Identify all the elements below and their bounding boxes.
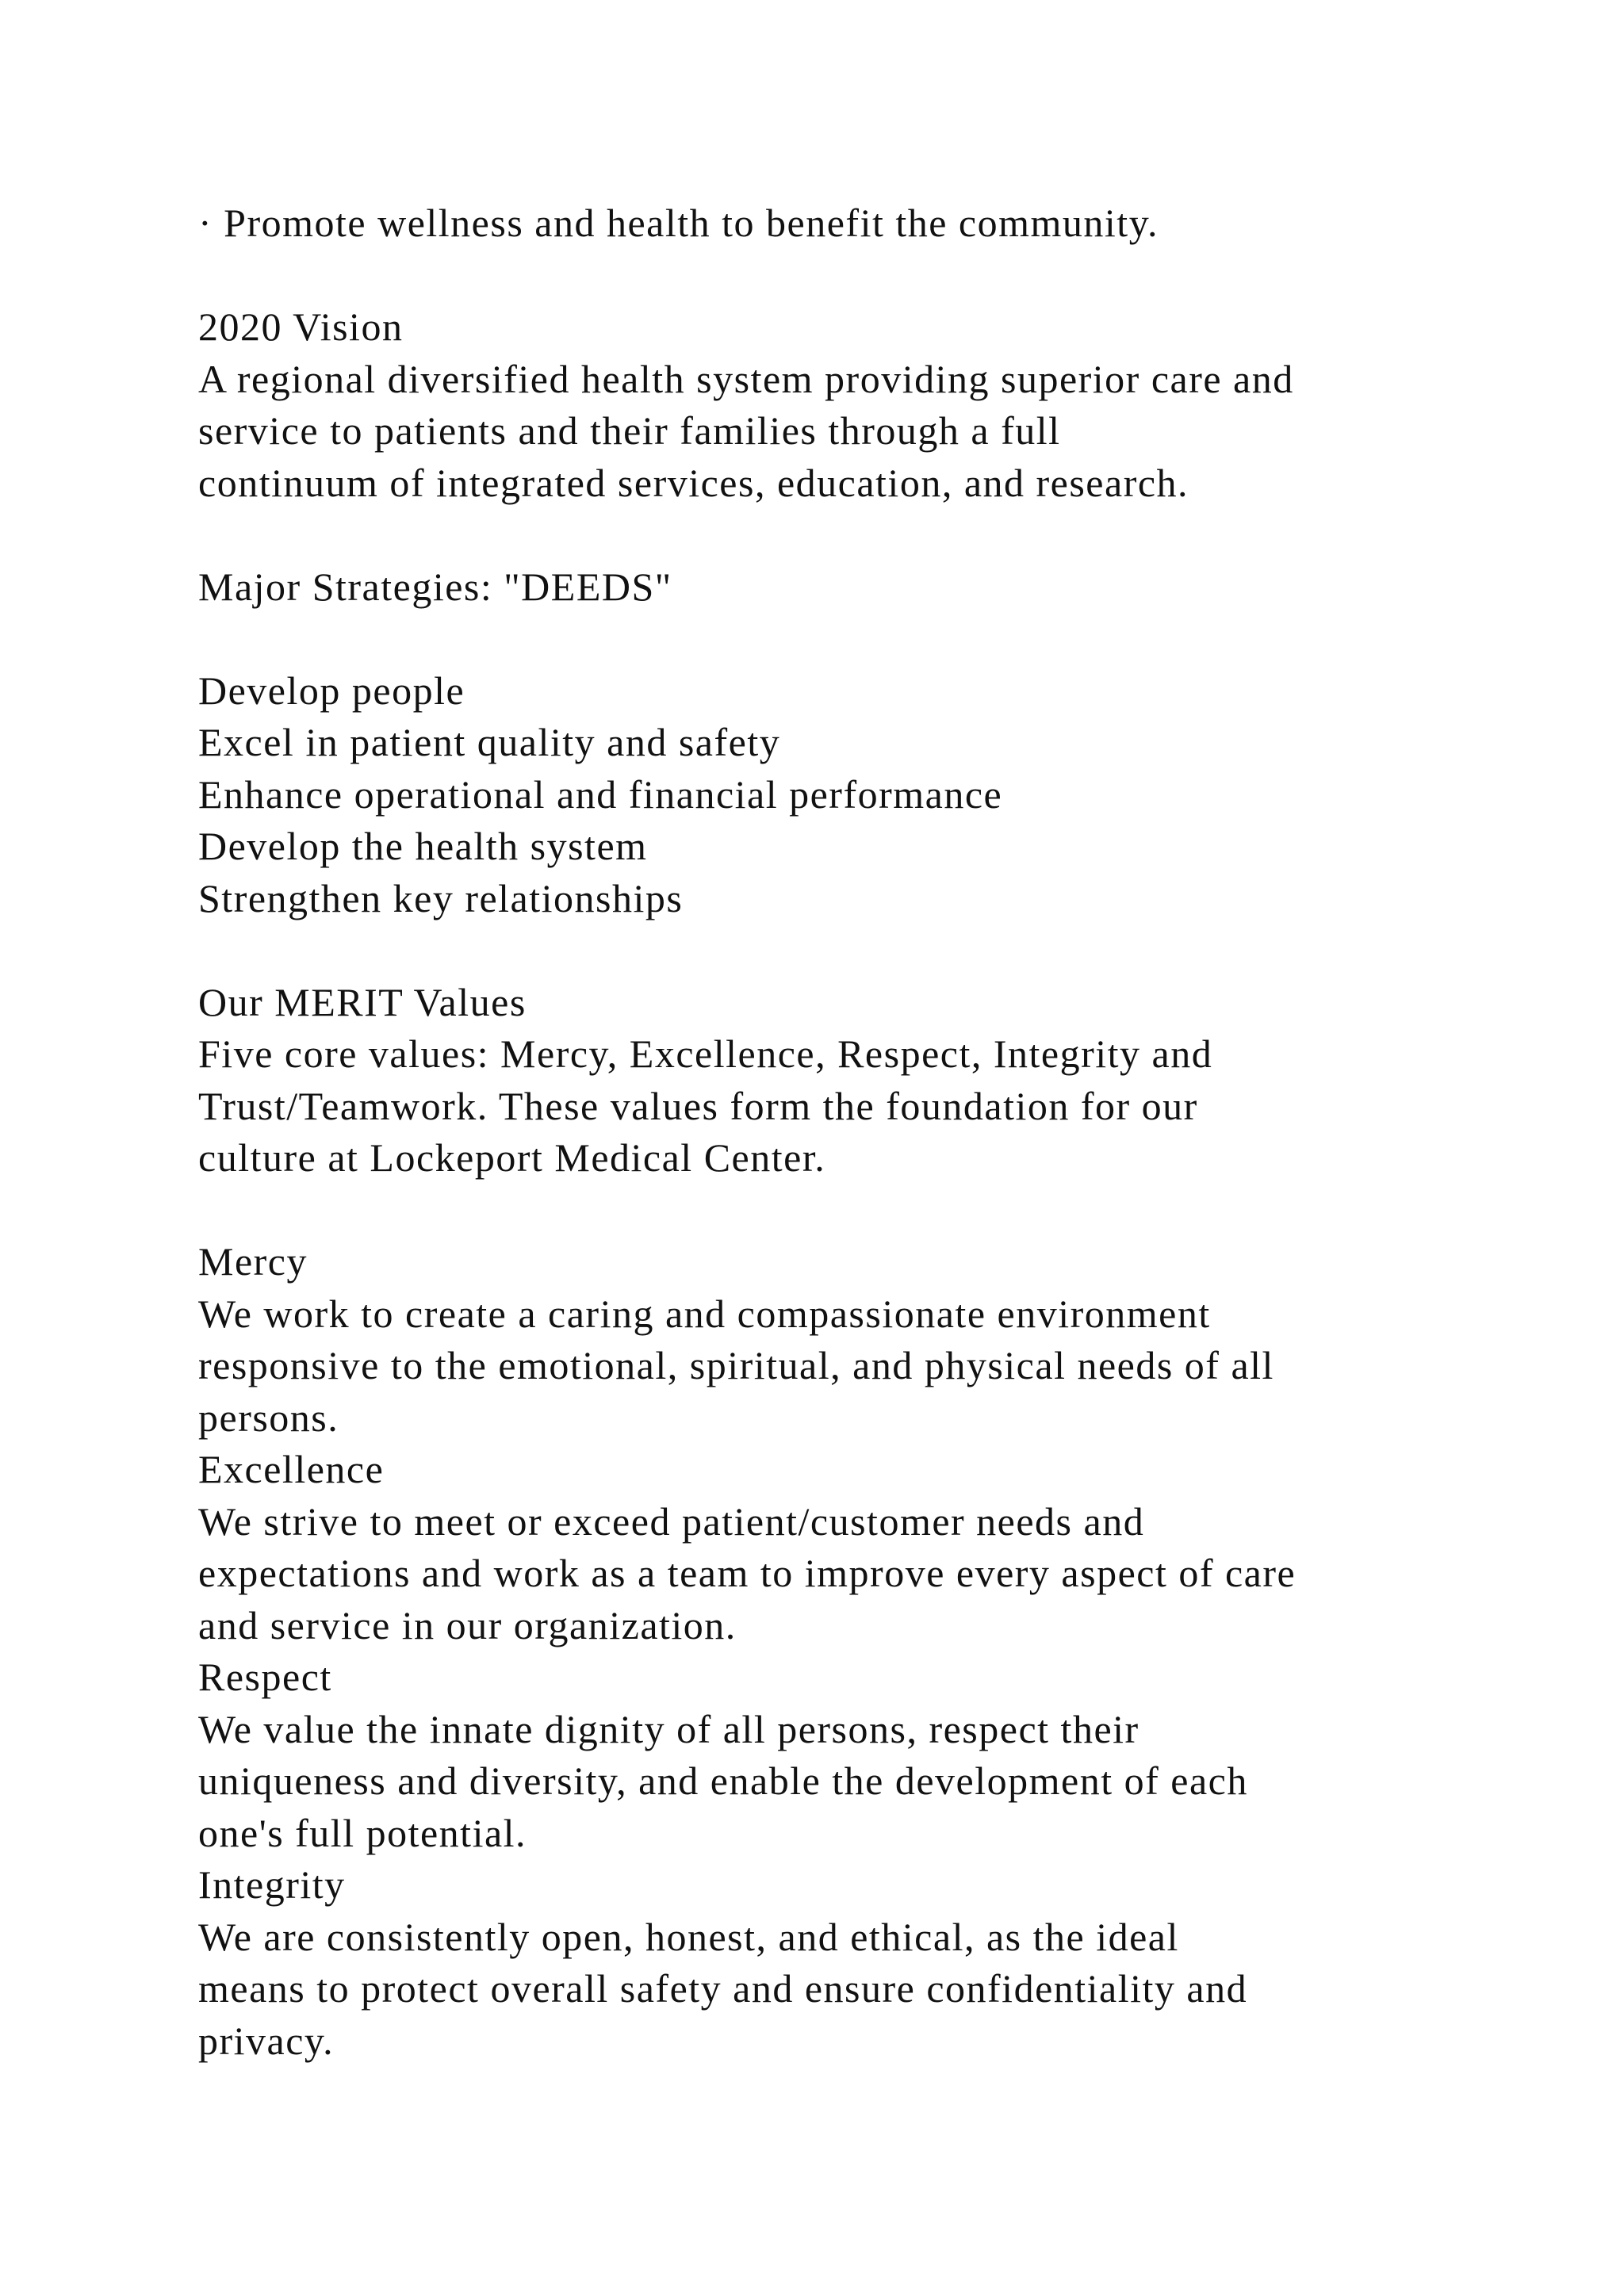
vision-section: [198, 301, 1546, 509]
value-description-line: We strive to meet or exceed patient/customer needs and: [198, 1498, 1145, 1544]
vision-heading: 2020 Vision: [198, 304, 404, 349]
merit-intro-line: Trust/Teamwork. These values form the foundation for our: [198, 1083, 1198, 1128]
strategies-heading: Major Strategies: "DEEDS": [198, 564, 672, 609]
value-mercy: [198, 1236, 1546, 1444]
value-excellence: [198, 1444, 1546, 1651]
merit-section: [198, 977, 1546, 2068]
document-body: [198, 197, 1546, 2067]
value-description-line: responsive to the emotional, spiritual, and physical needs of all: [198, 1343, 1274, 1387]
value-description-line: We value the innate dignity of all persons, respect their: [198, 1706, 1139, 1751]
value-name: Excellence: [198, 1447, 385, 1491]
strategy-item: Enhance operational and financial performance: [198, 771, 1003, 817]
spacer: [198, 924, 1546, 977]
vision-line: continuum of integrated services, education, and research.: [198, 460, 1189, 505]
strategy-item: Develop the health system: [198, 824, 648, 868]
merit-intro-line: Five core values: Mercy, Excellence, Respect, Integrity and: [198, 1031, 1213, 1076]
value-description-line: one's full potential.: [198, 1810, 527, 1855]
spacer: [198, 613, 1546, 665]
value-description-line: We are consistently open, honest, and ethical, as the ideal: [198, 1914, 1179, 1959]
value-description-line: and service in our organization.: [198, 1602, 737, 1647]
value-description-line: expectations and work as a team to improve every aspect of care: [198, 1551, 1297, 1595]
value-name: Mercy: [198, 1239, 308, 1284]
spacer: [198, 250, 1546, 302]
vision-line: A regional diversified health system providing superior care and: [198, 356, 1294, 401]
value-name: Respect: [198, 1655, 332, 1699]
merit-heading: Our MERIT Values: [198, 979, 527, 1024]
value-description-line: We work to create a caring and compassionate environment: [198, 1291, 1211, 1336]
value-name: Integrity: [198, 1862, 346, 1907]
vision-line: service to patients and their families through a full: [198, 408, 1061, 453]
merit-intro-line: culture at Lockeport Medical Center.: [198, 1135, 826, 1180]
value-description-line: uniqueness and diversity, and enable the development of each: [198, 1758, 1248, 1803]
spacer: [198, 1184, 1546, 1237]
strategies-section: [198, 561, 1546, 925]
strategy-item: Develop people: [198, 668, 465, 713]
value-integrity: [198, 1859, 1546, 2067]
value-description-line: persons.: [198, 1395, 339, 1440]
strategy-item: Excel in patient quality and safety: [198, 720, 781, 764]
value-description-line: means to protect overall safety and ensure confidentiality and: [198, 1966, 1248, 2011]
bullet-line: · Promote wellness and health to benefit the community.: [198, 201, 1159, 245]
value-respect: [198, 1651, 1546, 1859]
spacer: [198, 509, 1546, 561]
value-description-line: privacy.: [198, 2018, 335, 2063]
strategy-item: Strengthen key relationships: [198, 875, 684, 920]
